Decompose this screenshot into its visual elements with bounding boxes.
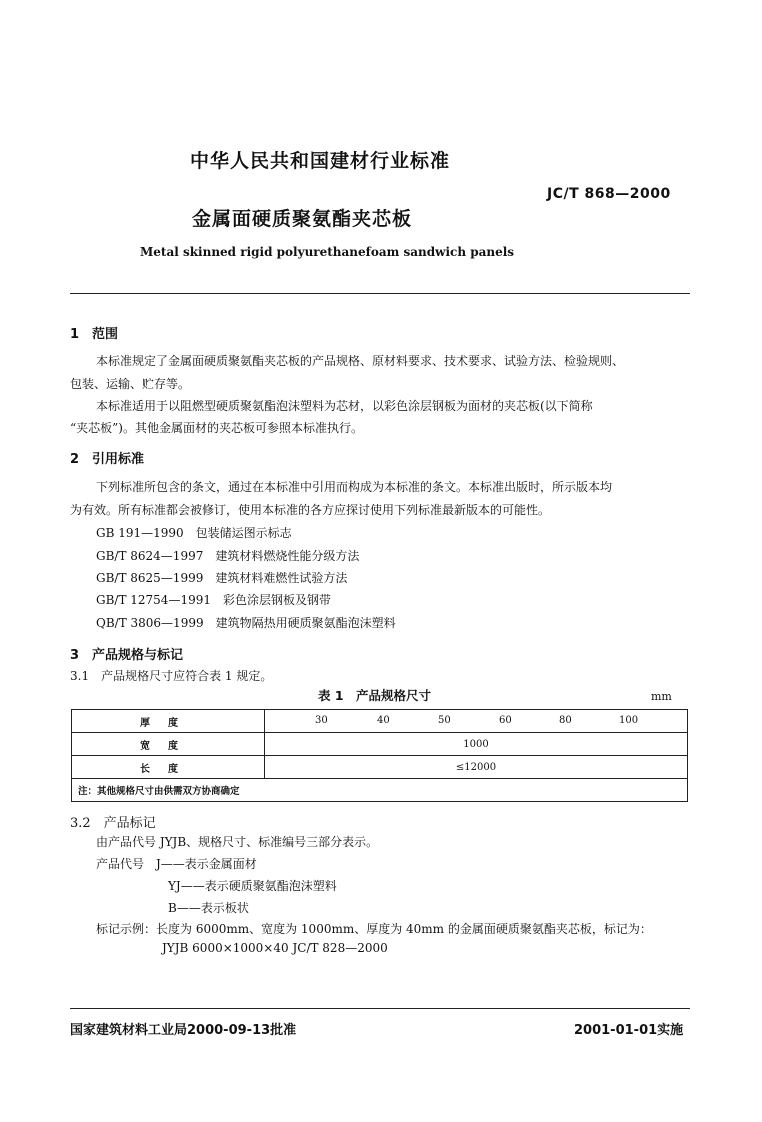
clause-3-2-line-1: 由产品代号 JYJB、规格尺寸、标准编号三部分表示。 bbox=[96, 835, 379, 849]
width-value: 1000 bbox=[265, 733, 688, 756]
table-row bbox=[72, 710, 688, 733]
clause-3-2-line-4: B——表示板状 bbox=[168, 901, 249, 915]
clause-3-2-line-6: JYJB 6000×1000×40 JC/T 828—2000 bbox=[162, 941, 388, 955]
section-1-paragraph-1-line-2: 包装、运输、贮存等。 bbox=[70, 377, 191, 391]
thickness-value: 80 bbox=[559, 715, 572, 726]
org-title: 中华人民共和国建材行业标准 bbox=[190, 150, 451, 172]
approval-date: 国家建筑材料工业局2000-09-13批准 bbox=[70, 1023, 297, 1038]
clause-3-2-line-5: 标记示例：长度为 6000mm、宽度为 1000mm、厚度为 40mm 的金属面硬质聚氨酯夹芯板，标记为： bbox=[96, 922, 652, 936]
table-note: 注：其他规格尺寸由供需双方协商确定 bbox=[72, 779, 688, 802]
section-2-paragraph-line-1: 下列标准所包含的条文，通过在本标准中引用而构成为本标准的条文。本标准出版时，所示版本均 bbox=[96, 480, 613, 494]
document-title-en: Metal skinned rigid polyurethanefoam sandwich panels bbox=[140, 245, 515, 259]
effective-date: 2001-01-01实施 bbox=[574, 1023, 684, 1038]
spec-table bbox=[71, 709, 688, 802]
section-1-heading: 1 范围 bbox=[70, 327, 119, 342]
section-2-paragraph-line-2: 为有效。所有标准都会被修订，使用本标准的各方应探讨使用下列标准最新版本的可能性。 bbox=[70, 503, 551, 517]
section-2-heading: 2 引用标准 bbox=[70, 452, 145, 467]
thickness-value: 50 bbox=[438, 715, 451, 726]
row-label-length: 长度 bbox=[72, 756, 265, 779]
reference-item: GB 191—1990 包装储运图示标志 bbox=[96, 526, 292, 540]
reference-item: QB/T 3806—1999 建筑物隔热用硬质聚氨酯泡沫塑料 bbox=[96, 616, 396, 630]
table-unit: mm bbox=[651, 690, 672, 703]
thickness-values bbox=[265, 710, 688, 733]
reference-item: GB/T 8624—1997 建筑材料燃烧性能分级方法 bbox=[96, 549, 360, 563]
thickness-value: 40 bbox=[377, 715, 390, 726]
thickness-value: 60 bbox=[499, 715, 512, 726]
table-caption: 表 1 产品规格尺寸 bbox=[318, 688, 432, 703]
row-label-thickness: 厚度 bbox=[72, 710, 265, 733]
clause-3-1: 3.1 产品规格尺寸应符合表 1 规定。 bbox=[70, 669, 273, 683]
table-row bbox=[72, 756, 688, 779]
row-label-width: 宽度 bbox=[72, 733, 265, 756]
section-1-paragraph-1-line-1: 本标准规定了金属面硬质聚氨酯夹芯板的产品规格、原材料要求、技术要求、试验方法、检验规则、 bbox=[96, 354, 625, 368]
standard-number: JC/T 868—2000 bbox=[547, 186, 671, 202]
section-3-heading: 3 产品规格与标记 bbox=[70, 648, 184, 663]
section-1-paragraph-2-line-1: 本标准适用于以阻燃型硬质聚氨酯泡沫塑料为芯材，以彩色涂层钢板为面材的夹芯板(以下简称 bbox=[96, 399, 593, 413]
thickness-value: 30 bbox=[315, 715, 328, 726]
clause-3-2-line-2: 产品代号 J——表示金属面材 bbox=[96, 857, 257, 871]
clause-3-2-heading: 3.2 产品标记 bbox=[70, 816, 156, 831]
section-1-paragraph-2-line-2: “夹芯板”)。其他金属面材的夹芯板可参照本标准执行。 bbox=[70, 421, 363, 435]
thickness-value: 100 bbox=[619, 715, 639, 726]
footer-divider bbox=[70, 1008, 690, 1009]
clause-3-2-line-3: YJ——表示硬质聚氨酯泡沫塑料 bbox=[168, 879, 337, 893]
header-divider bbox=[70, 293, 690, 294]
document-title-cn: 金属面硬质聚氨酯夹芯板 bbox=[192, 208, 413, 230]
reference-item: GB/T 12754—1991 彩色涂层钢板及钢带 bbox=[96, 593, 331, 607]
table-row bbox=[72, 733, 688, 756]
table-row bbox=[72, 779, 688, 802]
reference-item: GB/T 8625—1999 建筑材料难燃性试验方法 bbox=[96, 571, 348, 585]
length-value: ≤12000 bbox=[265, 756, 688, 779]
